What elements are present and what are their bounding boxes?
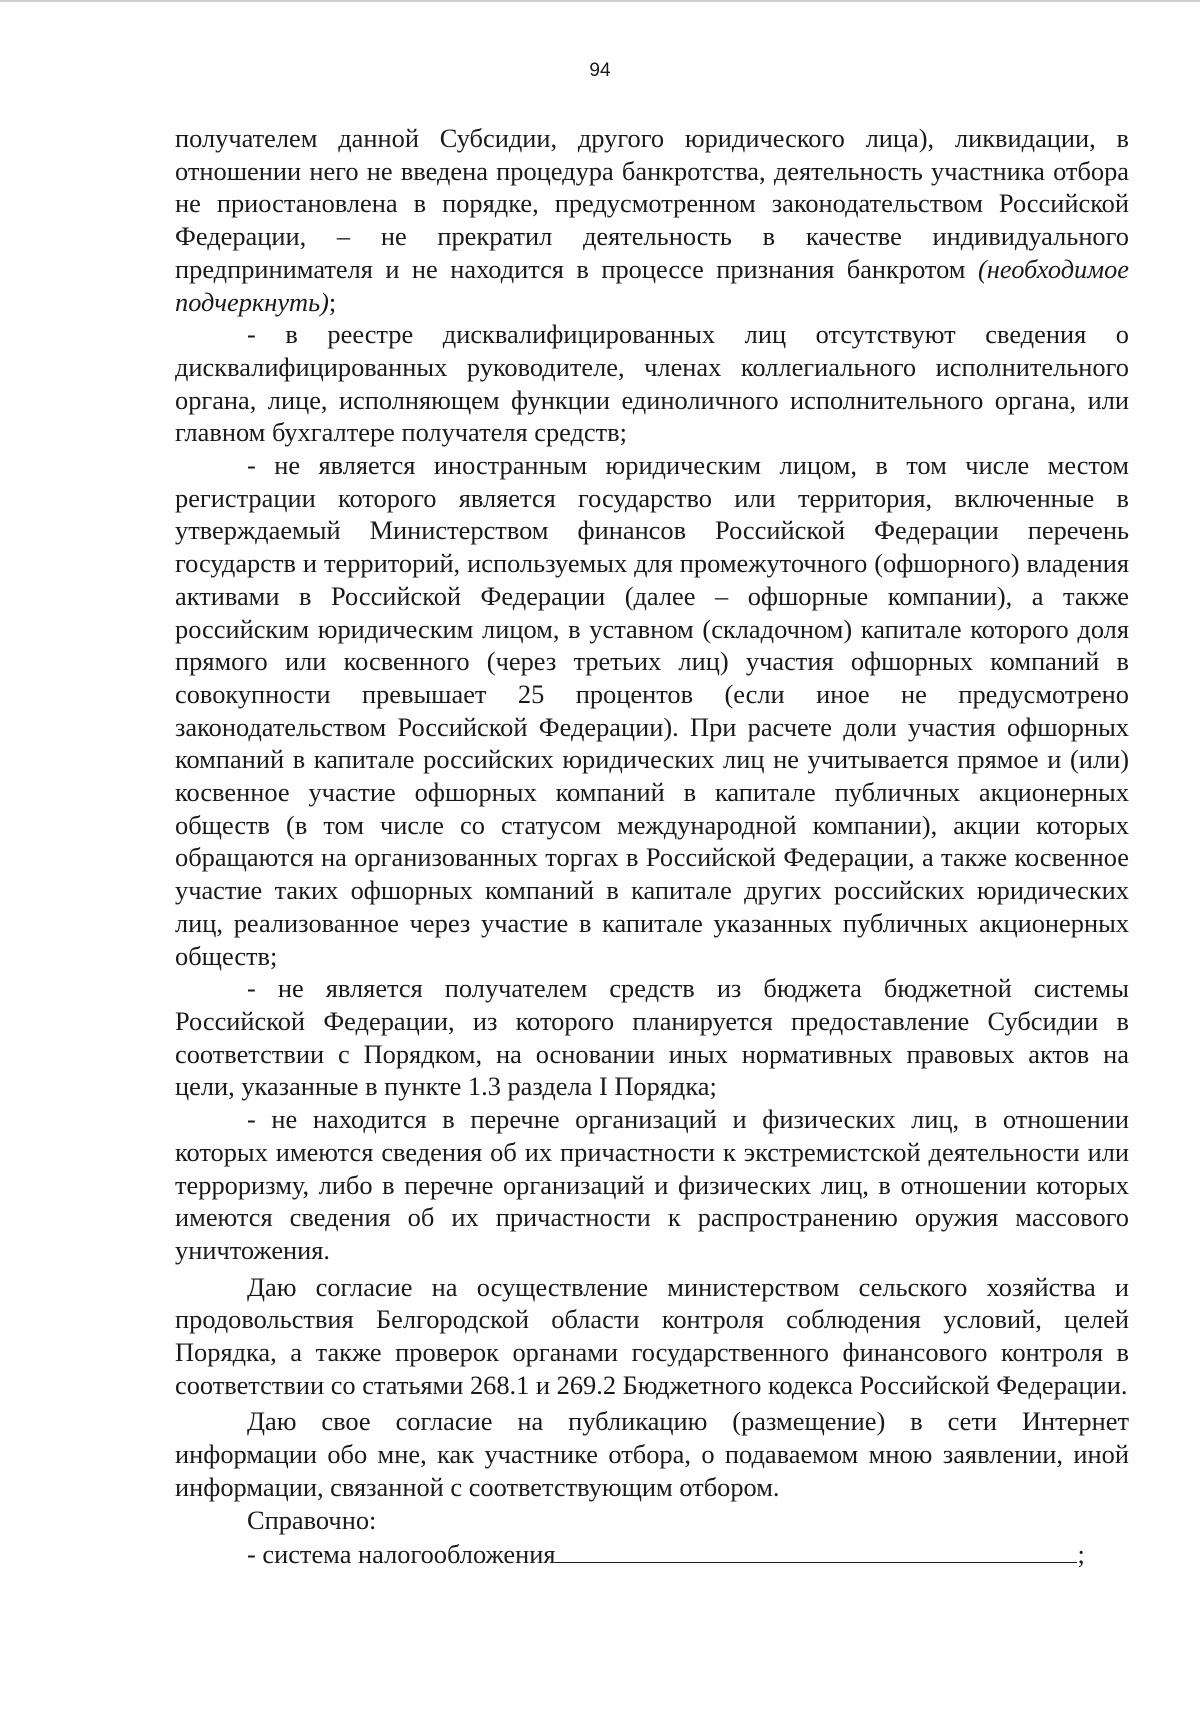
paragraph-disqualified-registry: - в реестре дисквалифицированных лиц отсутствуют сведения о дисквалифицированных руководителе, членах коллегиального исполнительного органа, лице, исполняющем функции единоличного исполнительного органа, или главном бухгалтере получателя средств; xyxy=(175,319,1129,448)
tax-system-blank-field[interactable] xyxy=(555,1536,1077,1563)
tax-system-label: - система налогообложения xyxy=(247,1539,556,1570)
page-number: 94 xyxy=(589,60,611,81)
paragraph-bankruptcy-end: ; xyxy=(328,286,337,317)
reference-label: Справочно: xyxy=(247,1504,377,1535)
paragraph-extremism-list: - не находится в перечне организаций и физических лиц, в отношении которых имеются сведения об их причастности к экстремистской деятельности или терроризму, либо в перечне организаций и физических лиц, в отношении которых имеются сведения об их причастности к распространению оружия массового уничтожения. xyxy=(175,1104,1129,1265)
paragraph-offshore: - не является иностранным юридическим лицом, в том числе местом регистрации которого является государство или территория, включенные в утверждаемый Министерством финансов Российской Федерации перечень государств и территорий, используемых для промежуточного (офшорного) владения активами в Российской Федерации (далее – офшорные компании), а также российским юридическим лицом, в уставном (складочном) капитале которого доля прямого или косвенного (через третьих лиц) участия офшорных компаний в совокупности превышает 25 процентов (если иное не предусмотрено законодательством Российской Федерации). При расчете доли участия офшорных компаний в капитале российских юридических лиц не учитывается прямое и (или) косвенное участие офшорных компаний в капитале публичных акционерных обществ (в том числе со статусом международной компании), акции которых обращаются на организованных торгах в Российской Федерации, а также косвенное участие таких офшорных компаний в капитале других российских юридических лиц, реализованное через участие в капитале указанных публичных акционерных обществ; xyxy=(175,450,1129,971)
paragraph-consent-control: Даю согласие на осуществление министерством сельского хозяйства и продовольствия Белгородской области контроля соблюдения условий, целей Порядка, а также проверок органами государственного финансового контроля в соответствии со статьями 268.1 и 269.2 Бюджетного кодекса Российской Федерации. xyxy=(175,1271,1129,1400)
document-body xyxy=(175,122,1129,1571)
underline-note: (необходимое подчеркнуть) xyxy=(175,253,1129,317)
paragraph-bankruptcy-text: получателем данной Субсидии, другого юридического лица), ликвидации, в отношении него не введена процедура банкротства, деятельность участника отбора не приостановлена в порядке, предусмотренном законодательством Российской Федерации, – не прекратил деятельность в качестве индивидуального предпринимателя и не находится в процессе признания банкротом xyxy=(175,123,1129,284)
paragraph-budget-recipient: - не является получателем средств из бюджета бюджетной системы Российской Федерации, из которого планируется предоставление Субсидии в соответствии с Порядком, на основании иных нормативных правовых актов на цели, указанные в пункте 1.3 раздела I Порядка; xyxy=(175,973,1129,1102)
paragraph-consent-publication: Даю свое согласие на публикацию (размещение) в сети Интернет информации обо мне, как участнике отбора, о подаваемом мною заявлении, иной информации, связанной с соответствующим отбором. xyxy=(175,1406,1129,1502)
tax-system-end: ; xyxy=(1077,1539,1085,1570)
top-edge-rule xyxy=(0,0,1200,2)
paragraph-bankruptcy xyxy=(175,122,1129,318)
tax-system-line xyxy=(175,1536,1129,1571)
